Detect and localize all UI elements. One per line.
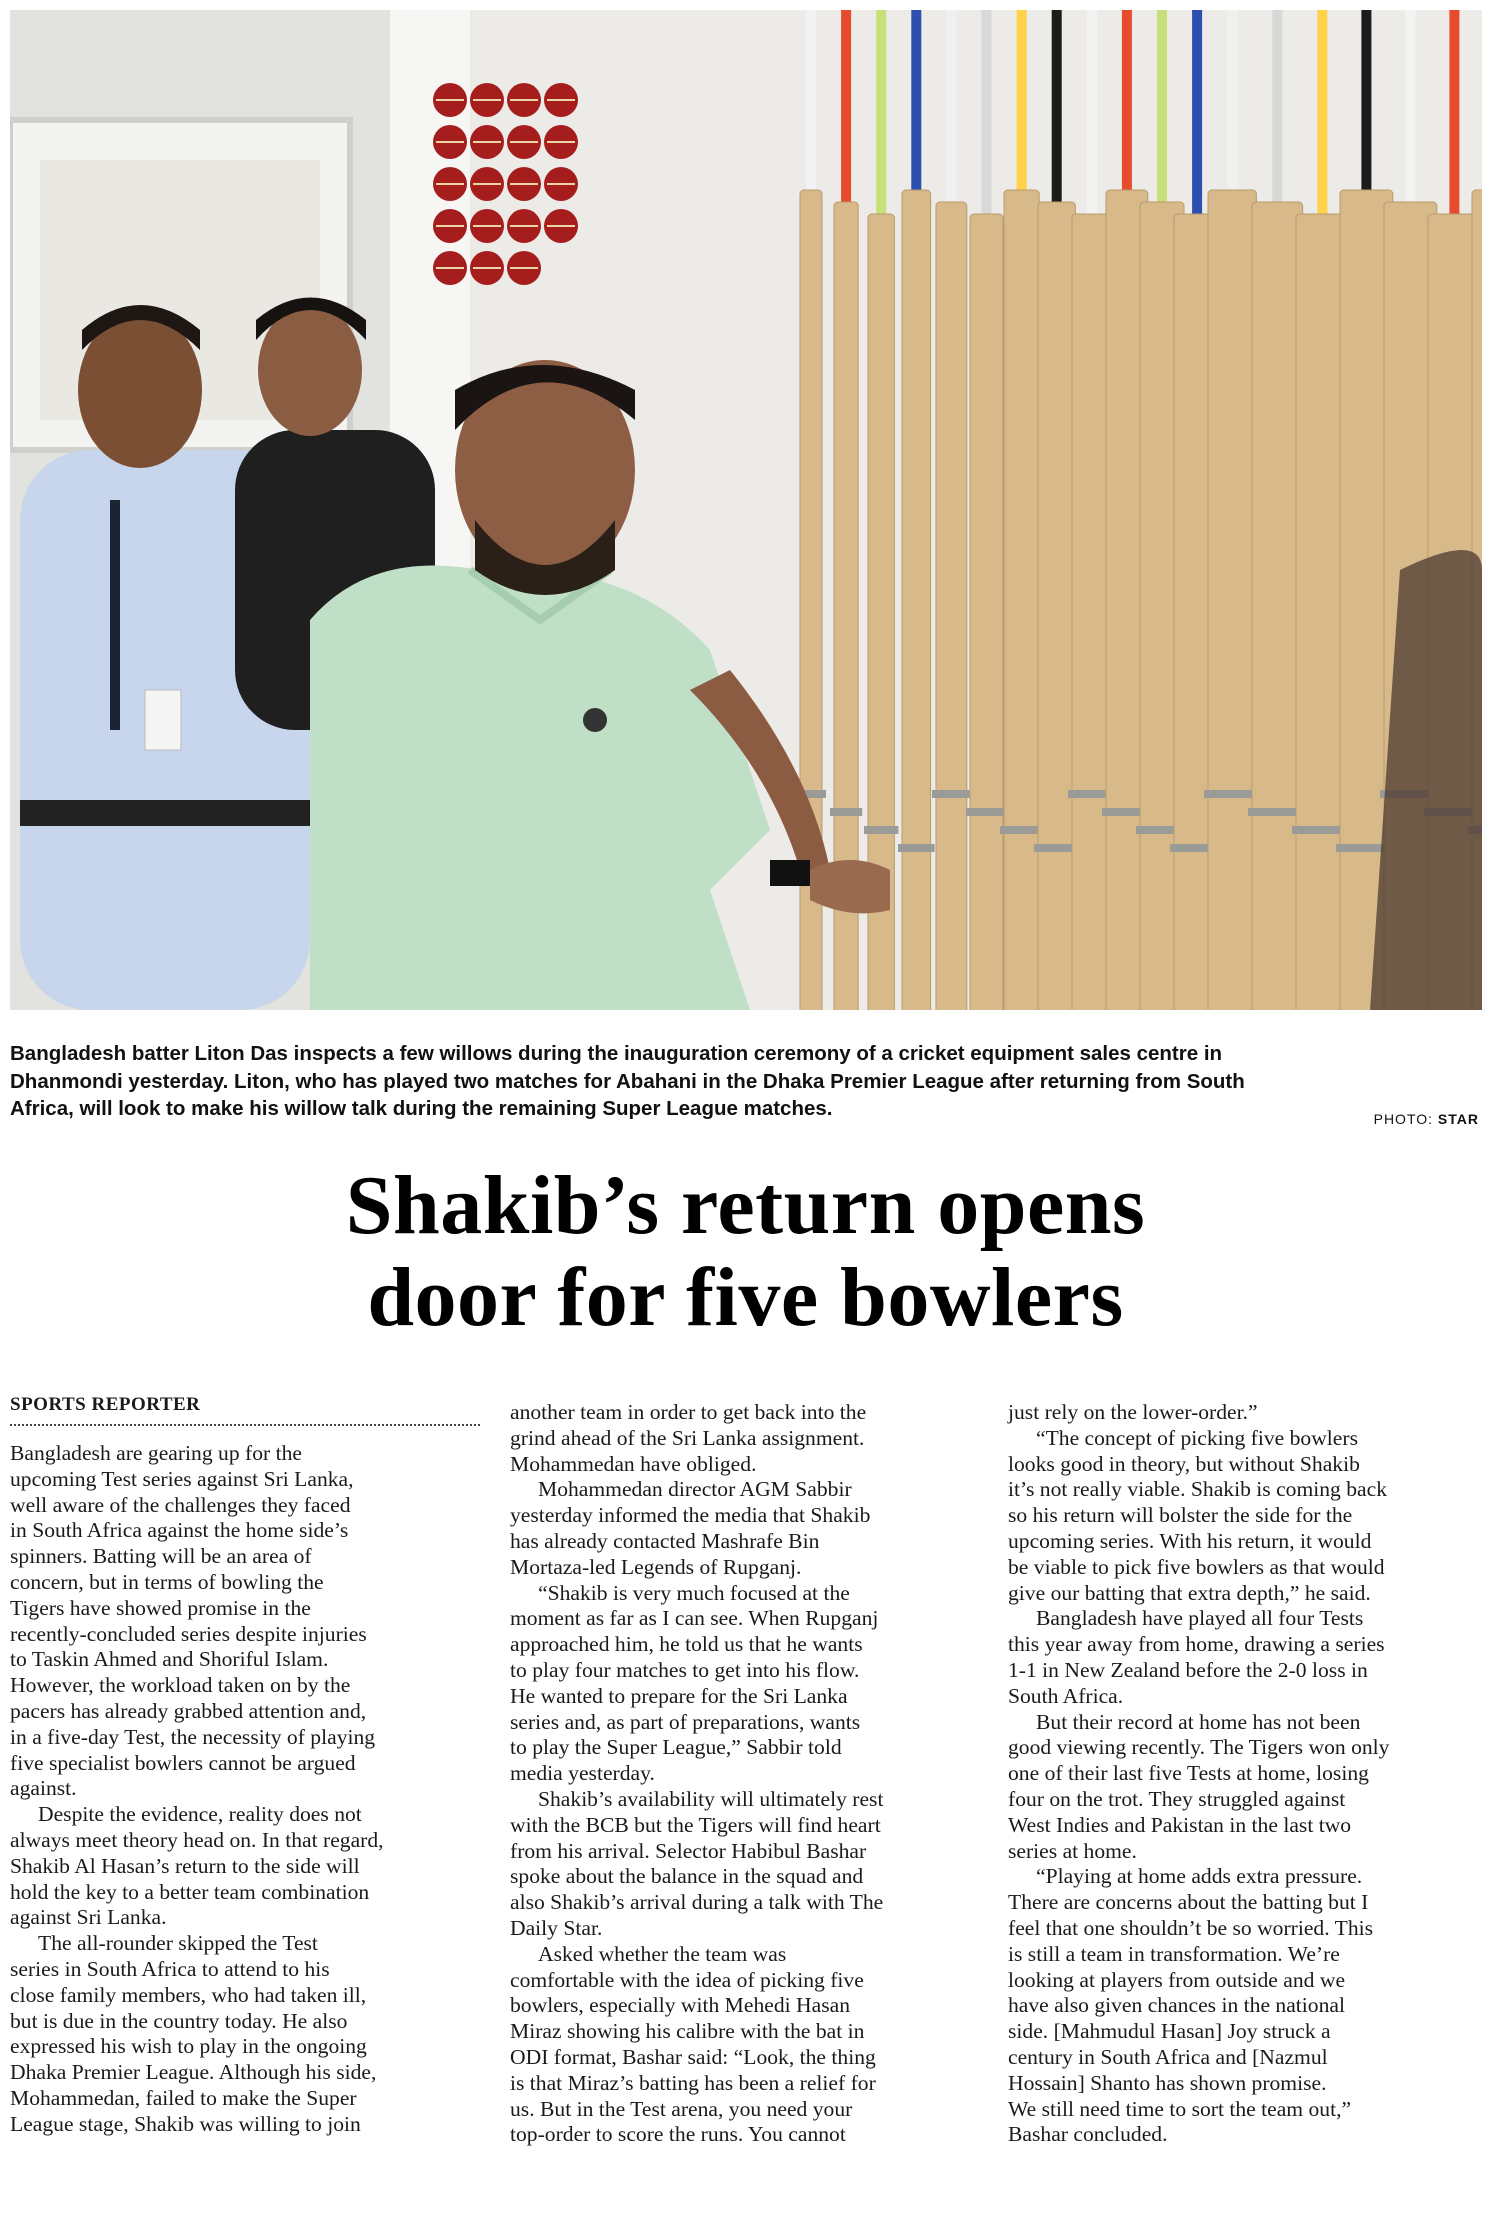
article-line: be viable to pick five bowlers as that would	[1008, 1554, 1385, 1579]
article-line: ODI format, Bashar said: “Look, the thing	[510, 2044, 876, 2069]
article-column-3	[1008, 1400, 1483, 2148]
article-line: in South Africa against the home side’s	[10, 1518, 349, 1543]
photo-credit-prefix: PHOTO:	[1373, 1111, 1438, 1127]
article-line: upcoming series. With his return, it would	[1008, 1528, 1372, 1553]
bat-handle	[946, 10, 956, 202]
bat-handle	[1192, 10, 1202, 214]
article-line: We still need time to sort the team out,”	[1008, 2096, 1352, 2121]
article-line: to Taskin Ahmed and Shoriful Islam.	[10, 1647, 329, 1672]
article-line: Dhaka Premier League. Although his side,	[10, 2060, 377, 2085]
article-line: concern, but in terms of bowling the	[10, 1569, 324, 1594]
article-line: series and, as part of preparations, wants	[510, 1709, 861, 1734]
caption-line: Dhanmondi yesterday. Liton, who has played two matches for Abahani in the Dhaka Premier League after returning from South	[10, 1069, 1245, 1093]
article-column-2	[510, 1400, 985, 2148]
article-line: five specialist bowlers cannot be argued	[10, 1750, 356, 1775]
article-line: upcoming Test series against Sri Lanka,	[10, 1466, 354, 1491]
article-line: “Playing at home adds extra pressure.	[1036, 1864, 1363, 1889]
bat-handle	[911, 10, 921, 190]
bat-hook	[898, 844, 935, 852]
article-line: However, the workload taken on by the	[10, 1673, 351, 1698]
photo-credit	[1374, 1111, 1479, 1127]
article-line: so his return will bolster the side for the	[1008, 1503, 1353, 1528]
article-line: in a five-day Test, the necessity of playing	[10, 1724, 376, 1749]
article-line: hold the key to a better team combination	[10, 1879, 370, 1904]
cricket-bat	[1252, 202, 1303, 1010]
article-line: recently-concluded series despite injuries	[10, 1621, 367, 1646]
article-line: with the BCB but the Tigers will find heart	[510, 1812, 881, 1837]
bat-handle	[1087, 10, 1097, 214]
article-line: moment as far as I can see. When Rupganj	[510, 1606, 879, 1631]
article-line: South Africa.	[1008, 1683, 1124, 1708]
article-line: close family members, who had taken ill,	[10, 1982, 367, 2007]
article-line: There are concerns about the batting but I	[1008, 1890, 1369, 1915]
cricket-bat	[902, 190, 931, 1010]
article-line: Bashar concluded.	[1008, 2122, 1168, 2147]
news-photo	[10, 10, 1482, 1010]
bat-handle	[1122, 10, 1132, 190]
cricket-bat	[1208, 190, 1256, 1010]
byline: SPORTS REPORTER	[10, 1394, 480, 1426]
cricket-bat	[970, 214, 1003, 1010]
article-line: “The concept of picking five bowlers	[1036, 1425, 1358, 1450]
article-line: four on the trot. They struggled against	[1008, 1786, 1346, 1811]
article-line: Bangladesh are gearing up for the	[10, 1441, 303, 1465]
bat-hook	[1000, 826, 1043, 834]
article-line: from his arrival. Selector Habibul Bashar	[510, 1838, 867, 1863]
article-line: is still a team in transformation. We’re	[1008, 1941, 1340, 1966]
article-line: Mohammedan have obliged.	[510, 1451, 757, 1476]
cricket-bat	[936, 202, 967, 1010]
article-line: pacers has already grabbed attention and,	[10, 1698, 367, 1723]
article-line: West Indies and Pakistan in the last two	[1008, 1812, 1352, 1837]
bat-handle	[1405, 10, 1415, 202]
photo-caption	[10, 1040, 1482, 1123]
article-line: Daily Star.	[510, 1915, 603, 1940]
article-line: has already contacted Mashrafe Bin	[510, 1528, 820, 1553]
article-line: side. [Mahmudul Hasan] Joy struck a	[1008, 2019, 1331, 2044]
article-line: us. But in the Test arena, you need your	[510, 2096, 853, 2121]
article-column-1	[10, 1441, 485, 2138]
cricket-bat	[1004, 190, 1039, 1010]
bat-handle	[1052, 10, 1062, 202]
bat-hook	[966, 808, 1007, 816]
bat-handle	[1272, 10, 1282, 202]
article-line: feel that one shouldn’t be so worried. This	[1008, 1915, 1374, 1940]
article-line: to play four matches to get into his flow.	[510, 1657, 860, 1682]
cricket-bat	[1038, 202, 1075, 1010]
bat-handle	[1317, 10, 1327, 214]
article-line: series at home.	[1008, 1838, 1137, 1863]
article-line: comfortable with the idea of picking five	[510, 1967, 864, 1992]
article-line: always meet theory head on. In that regard,	[10, 1827, 384, 1852]
article-line: media yesterday.	[510, 1761, 655, 1786]
article-line: just rely on the lower-order.”	[1008, 1400, 1258, 1424]
article-line: one of their last five Tests at home, losing	[1008, 1761, 1369, 1786]
article-line: spinners. Batting will be an area of	[10, 1544, 312, 1569]
article-line: But their record at home has not been	[1036, 1709, 1361, 1734]
article-line: The all-rounder skipped the Test	[38, 1931, 318, 1956]
article-line: it’s not really viable. Shakib is coming back	[1008, 1477, 1388, 1502]
article-line: this year away from home, drawing a series	[1008, 1632, 1385, 1657]
bat-hook	[864, 826, 898, 834]
article-line: bowlers, especially with Mehedi Hasan	[510, 1993, 851, 2018]
bat-handle	[1157, 10, 1167, 202]
article-line: Miraz showing his calibre with the bat in	[510, 2019, 865, 2044]
bat-handle	[1227, 10, 1237, 190]
headline-line-1: Shakib’s return opens	[345, 1159, 1146, 1252]
article-line: spoke about the balance in the squad and	[510, 1864, 864, 1889]
article-line: League stage, Shakib was willing to join	[10, 2111, 361, 2136]
article-line: Mohammedan, failed to make the Super	[10, 2085, 357, 2110]
article-line: “Shakib is very much focused at the	[538, 1580, 850, 1605]
article-line: looks good in theory, but without Shakib	[1008, 1451, 1360, 1476]
article-line: against.	[10, 1776, 77, 1801]
article-line: Mohammedan director AGM Sabbir	[538, 1477, 852, 1502]
article-line: top-order to score the runs. You cannot	[510, 2122, 846, 2147]
bat-hook	[830, 808, 862, 816]
photo-credit-source: STAR	[1437, 1111, 1479, 1127]
headline-line-2: door for five bowlers	[367, 1251, 1124, 1344]
photo-illustration	[10, 10, 1482, 1010]
bat-handle	[876, 10, 886, 214]
article-line: to play the Super League,” Sabbir told	[510, 1735, 842, 1760]
article-line: 1-1 in New Zealand before the 2-0 loss in	[1008, 1657, 1368, 1682]
caption-line: Africa, will look to make his willow talk during the remaining Super League matches.	[10, 1097, 833, 1120]
article-line: expressed his wish to play in the ongoing	[10, 2034, 367, 2059]
article-line: Hossain] Shanto has shown promise.	[1008, 2070, 1327, 2095]
bat-handle	[1361, 10, 1371, 190]
article-line: is that Miraz’s batting has been a relief for	[510, 2070, 876, 2095]
headline	[0, 1160, 1491, 1344]
bat-handle	[1449, 10, 1459, 214]
article-line: Shakib’s availability will ultimately rest	[538, 1786, 884, 1811]
bat-handle	[841, 10, 851, 202]
bat-handle	[1017, 10, 1027, 190]
article-line: Mortaza-led Legends of Rupganj.	[510, 1554, 802, 1579]
bat-handle	[806, 10, 816, 190]
article-line: Despite the evidence, reality does not	[38, 1802, 362, 1827]
article-line: have also given chances in the national	[1008, 1993, 1345, 2018]
caption-line: Bangladesh batter Liton Das inspects a few willows during the inauguration ceremony of a cricket equipment sales centre in	[10, 1042, 1223, 1065]
article-line: Shakib Al Hasan’s return to the side will	[10, 1853, 360, 1878]
article-line: but is due in the country today. He also	[10, 2008, 348, 2033]
article-line: grind ahead of the Sri Lanka assignment.	[510, 1425, 865, 1450]
bat-handle	[982, 10, 992, 214]
article-line: also Shakib’s arrival during a talk with The	[510, 1890, 884, 1915]
article-line: Tigers have showed promise in the	[10, 1595, 311, 1620]
article-line: give our batting that extra depth,” he said.	[1008, 1580, 1371, 1605]
article-line: century in South Africa and [Nazmul	[1008, 2044, 1328, 2069]
article-line: Bangladesh have played all four Tests	[1036, 1606, 1364, 1631]
article-line: approached him, he told us that he wants	[510, 1632, 863, 1657]
article-line: He wanted to prepare for the Sri Lanka	[510, 1683, 848, 1708]
article-line: good viewing recently. The Tigers won only	[1008, 1735, 1390, 1760]
article-line: yesterday informed the media that Shakib	[510, 1503, 871, 1528]
article-line: Asked whether the team was	[538, 1941, 787, 1966]
article-line: series in South Africa to attend to his	[10, 1956, 330, 1981]
article-line: against Sri Lanka.	[10, 1905, 167, 1930]
article-line: well aware of the challenges they faced	[10, 1492, 351, 1517]
bat-hook	[932, 790, 971, 798]
article-line: another team in order to get back into the	[510, 1400, 867, 1424]
article-line: looking at players from outside and we	[1008, 1967, 1346, 1992]
